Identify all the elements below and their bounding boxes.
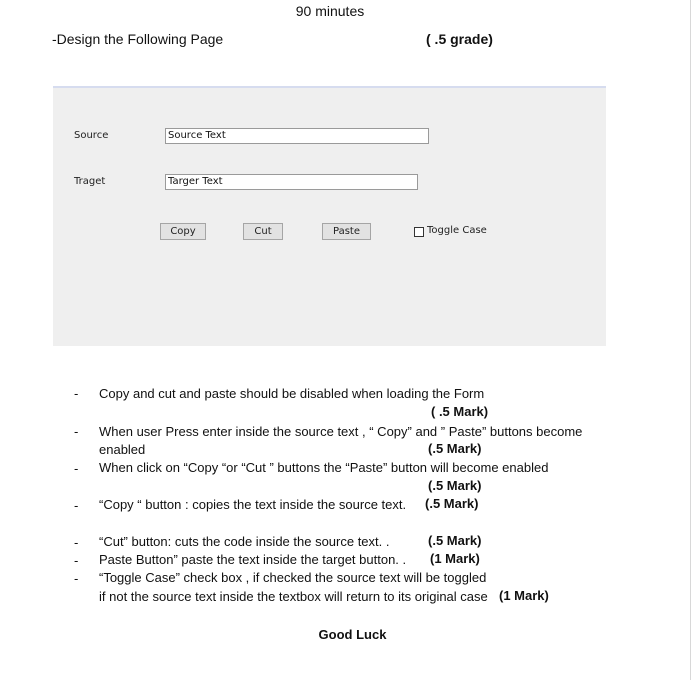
requirement-1: Copy and cut and paste should be disabled when loading the Form — [99, 386, 485, 401]
requirement-7-cont: if not the source text inside the textbox will return to its original case — [99, 589, 488, 604]
requirement-5-mark: (.5 Mark) — [428, 533, 482, 548]
source-textbox[interactable]: Source Text — [165, 128, 429, 144]
bullet-dash: - — [74, 553, 79, 568]
bullet-dash: - — [74, 535, 79, 550]
toggle-case-checkbox[interactable] — [414, 227, 424, 237]
requirement-5: “Cut” button: cuts the code inside the source text. . — [99, 534, 390, 549]
requirement-1-mark: ( .5 Mark) — [431, 404, 489, 419]
task-title: -Design the Following Page — [52, 31, 224, 47]
target-textbox[interactable]: Targer Text — [165, 174, 418, 190]
paste-button[interactable]: Paste — [322, 223, 371, 240]
form-mockup — [53, 86, 606, 346]
requirement-6: Paste Button” paste the text inside the target button. . — [99, 552, 407, 567]
exam-duration: 90 minutes — [295, 3, 365, 19]
requirement-7: “Toggle Case” check box , if checked the source text will be toggled — [99, 570, 487, 585]
target-label: Traget — [74, 176, 106, 187]
good-luck: Good Luck — [318, 627, 387, 642]
bullet-dash: - — [74, 498, 79, 513]
requirement-7-mark: (1 Mark) — [499, 588, 549, 603]
requirement-3: When click on “Copy “or “Cut ” buttons the “Paste” button will become enabled — [99, 460, 549, 475]
bullet-dash: - — [74, 461, 79, 476]
requirement-3-mark: (.5 Mark) — [428, 478, 482, 493]
requirement-2: When user Press enter inside the source text , “ Copy” and ” Paste” buttons become — [99, 424, 583, 439]
bullet-dash: - — [74, 424, 79, 439]
source-label: Source — [74, 130, 109, 141]
task-grade: ( .5 grade) — [426, 31, 493, 47]
cut-button[interactable]: Cut — [243, 223, 283, 240]
page-edge — [690, 0, 691, 680]
requirement-2-cont: enabled — [99, 442, 146, 457]
bullet-dash: - — [74, 571, 79, 586]
copy-button[interactable]: Copy — [160, 223, 206, 240]
requirement-2-mark: (.5 Mark) — [428, 441, 482, 456]
toggle-case-label: Toggle Case — [427, 225, 487, 236]
requirement-4-mark: (.5 Mark) — [425, 496, 479, 511]
requirement-4: “Copy “ button : copies the text inside the source text. — [99, 497, 407, 512]
requirement-6-mark: (1 Mark) — [430, 551, 480, 566]
bullet-dash: - — [74, 386, 79, 401]
